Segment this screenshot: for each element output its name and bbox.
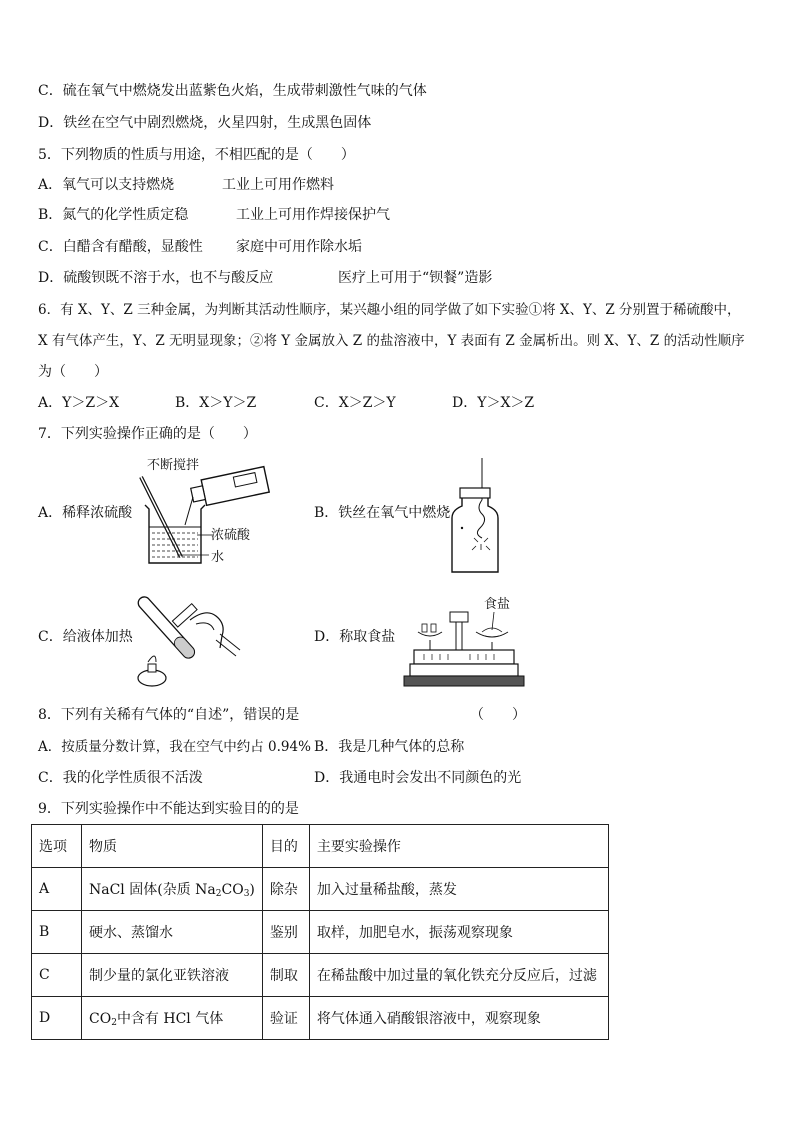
q7-option-a: A．稀释浓硫酸 [38,505,133,521]
q6-option-b: B．X＞Y＞Z [175,395,257,411]
q5-option-c: C．白醋含有醋酸，显酸性 [38,239,203,255]
row-substance: NaCl 固体(杂质 $Na_2CO_3$) [82,868,263,911]
q4-option-d: D．铁丝在空气中剧烈燃烧，火星四射，生成黑色固体 [38,115,372,131]
q5-option-c-use: 家庭中可用作除水垢 [236,239,362,255]
table-header-row [32,825,609,868]
q8-option-c: C．我的化学性质很不活泼 [38,770,203,786]
figure-label-stir: 不断搅拌 [147,458,200,473]
q7-option-b: B．铁丝在氧气中燃烧 [314,505,451,521]
q8-option-a: A．按质量分数计算，我在空气中约占 0.94% [38,739,311,755]
header-operation: 主要实验操作 [309,825,608,868]
q7-option-d: D．称取食盐 [314,629,396,645]
row-operation: 加入过量稀盐酸，蒸发 [309,868,608,911]
table-row [32,868,609,911]
q9-table [31,824,609,1040]
q6-stem-line3: 为（ ） [38,364,108,380]
q8-paren: （ ） [470,707,526,723]
q5-option-a: A．氧气可以支持燃烧 [38,177,175,193]
q6-stem-line1: 6．有 X、Y、Z 三种金属，为判断其活动性顺序，某兴趣小组的同学做了如下实验①将 X、Y、Z 分别置于稀硫酸中， [38,302,741,318]
q7-option-c: C．给液体加热 [38,629,133,645]
figure-dilute-acid [135,455,295,567]
figure-heating-liquid [134,590,244,690]
figure-label-salt: 食盐 [484,597,511,612]
q5-option-b: B．氮气的化学性质定稳 [38,207,189,223]
row-purpose: 制取 [262,954,309,997]
q5-option-d-use: 医疗上可用于“钡餐”造影 [338,270,493,286]
row-option: B [32,911,82,954]
row-option: A [32,868,82,911]
q8-stem: 8．下列有关稀有气体的“自述”，错误的是 [38,707,300,723]
table-row [32,911,609,954]
q6-stem-line2: X 有气体产生，Y、Z 无明显现象；②将 Y 金属放入 Z 的盐溶液中，Y 表面有 Z 金属析出。则 X、Y、Z 的活动性顺序 [38,333,745,349]
table-row [32,997,609,1040]
figure-iron-wire-oxygen [448,458,504,576]
row-operation: 取样，加肥皂水，振荡观察现象 [309,911,608,954]
q4-option-c: C．硫在氧气中燃烧发出蓝紫色火焰，生成带刺激性气味的气体 [38,83,427,99]
table-row [32,954,609,997]
row-purpose: 验证 [262,997,309,1040]
row-substance: $CO_2$中含有 HCl 气体 [82,997,263,1040]
row-operation: 将气体通入硝酸银溶液中，观察现象 [309,997,608,1040]
row-substance: 制少量的氯化亚铁溶液 [82,954,263,997]
row-substance: 硬水、蒸馏水 [82,911,263,954]
figure-label-water: 水 [211,550,225,565]
row-option: C [32,954,82,997]
q5-option-d: D．硫酸钡既不溶于水，也不与酸反应 [38,270,274,286]
header-substance: 物质 [82,825,263,868]
header-option: 选项 [32,825,82,868]
figure-weigh-salt [400,592,530,692]
q8-option-d: D．我通电时会发出不同颜色的光 [314,770,522,786]
q6-option-c: C．X＞Z＞Y [314,395,396,411]
row-option: D [32,997,82,1040]
q5-option-b-use: 工业上可用作焊接保护气 [236,207,390,223]
q7-stem: 7．下列实验操作正确的是（ ） [38,426,257,442]
q5-stem: 5．下列物质的性质与用途，不相匹配的是（ ） [38,147,355,163]
figure-label-acid: 浓硫酸 [211,528,251,543]
row-purpose: 除杂 [262,868,309,911]
row-purpose: 鉴别 [262,911,309,954]
q6-option-d: D．Y＞X＞Z [452,395,535,411]
header-purpose: 目的 [262,825,309,868]
q5-option-a-use: 工业上可用作燃料 [222,177,334,193]
q8-option-b: B．我是几种气体的总称 [314,739,465,755]
q6-option-a: A．Y＞Z＞X [38,395,120,411]
q9-stem: 9．下列实验操作中不能达到实验目的的是 [38,801,299,817]
row-operation: 在稀盐酸中加过量的氧化铁充分反应后，过滤 [309,954,608,997]
